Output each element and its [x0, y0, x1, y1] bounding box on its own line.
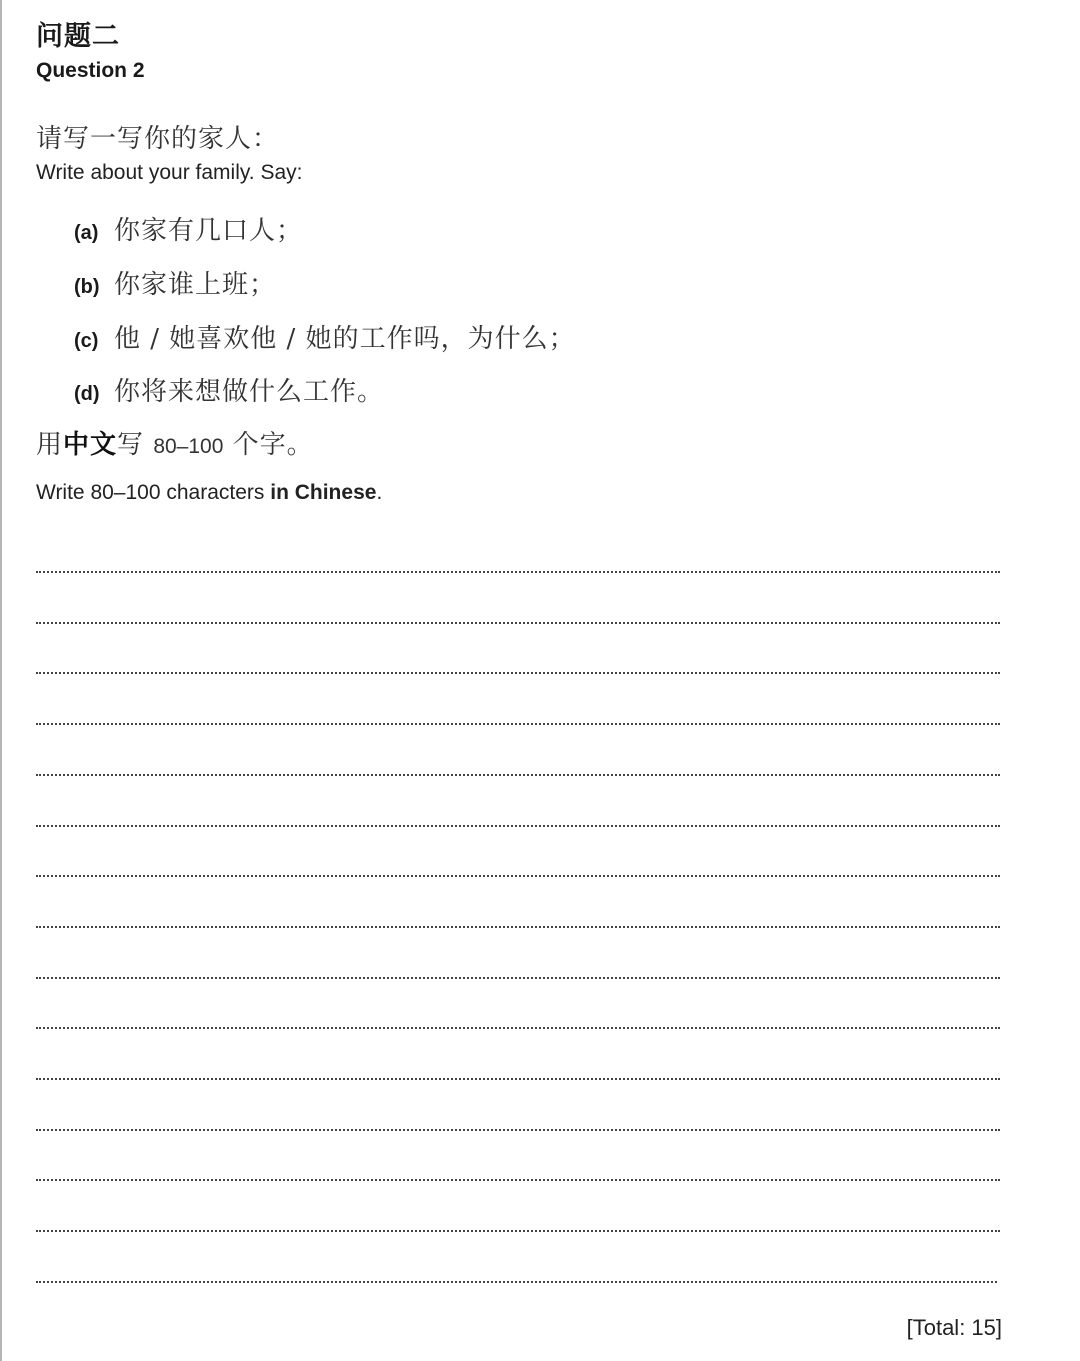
answer-line[interactable]	[36, 1281, 997, 1283]
sub-question-letter: (c)	[74, 330, 99, 352]
answer-line[interactable]	[36, 723, 1000, 725]
question-heading-chinese: 问题二	[36, 21, 120, 52]
sub-question-a	[74, 210, 303, 247]
instruction-chinese-part1: 用	[36, 430, 64, 460]
answer-line[interactable]	[36, 571, 1000, 573]
instruction-chinese-number: 80–100	[153, 435, 224, 458]
answer-line[interactable]	[36, 774, 1000, 776]
instruction-chinese-part3: 个字。	[232, 430, 314, 460]
answer-line[interactable]	[36, 1129, 1000, 1131]
sub-question-letter: (a)	[74, 222, 99, 244]
answer-line[interactable]	[36, 1230, 1000, 1232]
sub-question-text: 你将来想做什么工作。	[114, 377, 385, 407]
sub-question-letter: (b)	[74, 276, 100, 298]
total-marks: [Total: 15]	[906, 1315, 1002, 1340]
answer-line[interactable]	[36, 977, 1000, 979]
instruction-english	[36, 481, 382, 505]
prompt-english: Write about your family. Say:	[36, 161, 303, 184]
answer-line[interactable]	[36, 622, 1000, 624]
sub-question-d	[74, 371, 384, 408]
sub-question-c	[74, 318, 576, 355]
answer-line[interactable]	[36, 1179, 1000, 1181]
answer-line[interactable]	[36, 825, 1000, 827]
instruction-english-emphasis: in Chinese	[270, 481, 377, 504]
question-heading-english: Question 2	[36, 59, 145, 82]
sub-question-text: 你家有几口人；	[114, 216, 304, 246]
sub-question-text: 他 / 她喜欢他 / 她的工作吗，为什么；	[114, 324, 576, 354]
answer-line[interactable]	[36, 1027, 1000, 1029]
instruction-chinese	[36, 424, 314, 461]
answer-line[interactable]	[36, 926, 1000, 928]
instruction-english-part1: Write 80–100 characters	[36, 481, 271, 504]
instruction-chinese-part2: 写	[117, 430, 145, 460]
prompt-chinese: 请写一写你的家人：	[36, 124, 280, 154]
instruction-english-part2: .	[376, 481, 383, 504]
sub-question-text: 你家谁上班；	[114, 270, 277, 300]
sub-question-b	[74, 264, 276, 301]
answer-line[interactable]	[36, 1078, 1000, 1080]
answer-line[interactable]	[36, 672, 1000, 674]
instruction-chinese-emphasis: 中文	[63, 430, 118, 460]
sub-question-letter: (d)	[74, 383, 100, 405]
answer-line[interactable]	[36, 875, 1000, 877]
